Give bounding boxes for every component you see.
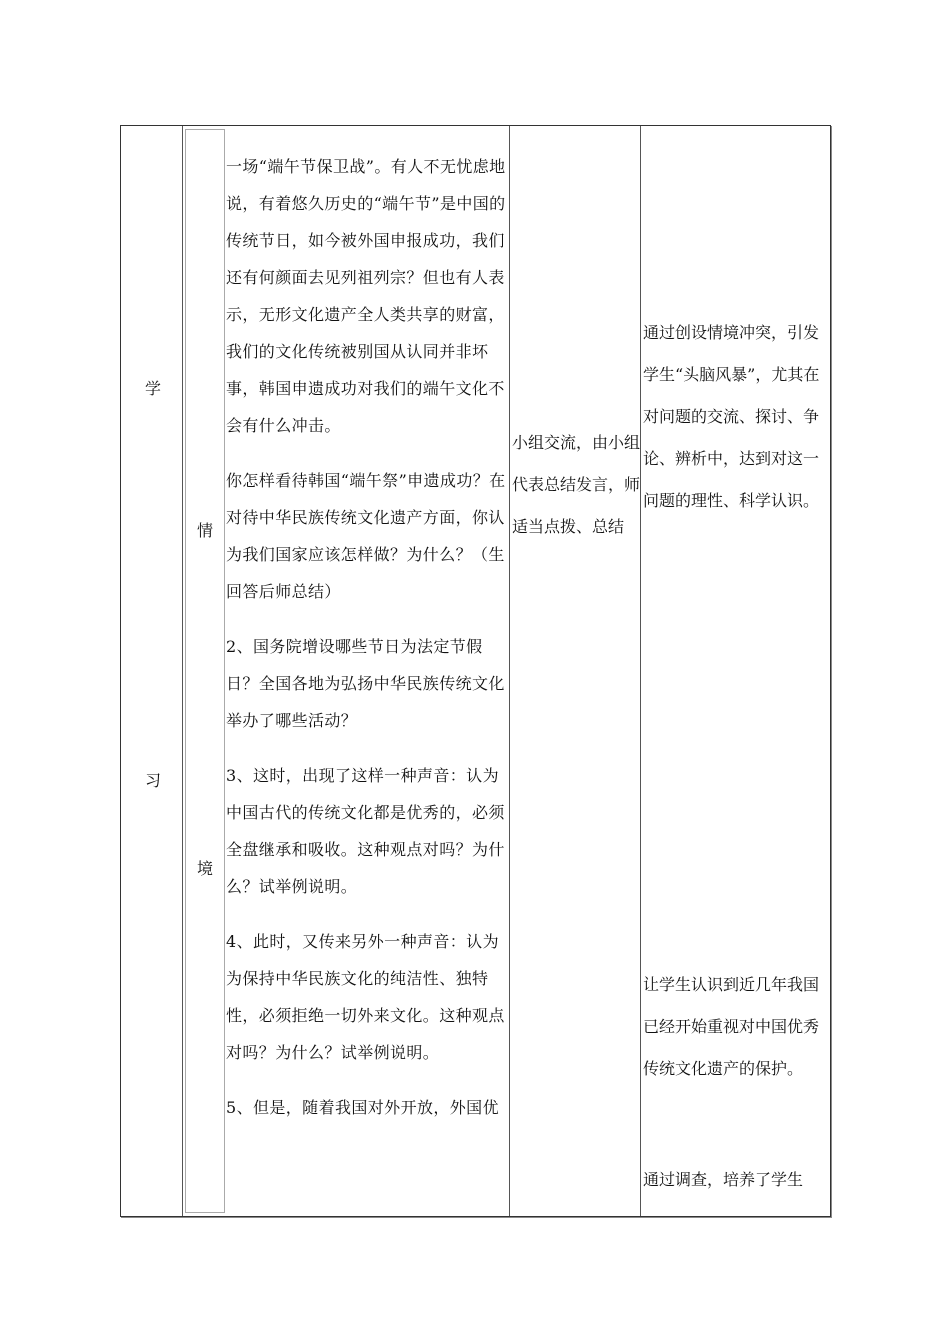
- lesson-paragraph: 2、国务院增设哪些节日为法定节假日？全国各地为弘扬中华民族传统文化举办了哪些活动？: [226, 637, 505, 730]
- intent-text: 让学生认识到近几年我国已经开始重视对中国优秀传统文化遗产的保护。: [643, 975, 820, 1078]
- activity-text: 小组交流，由小组代表总结发言，师适当点拨、总结: [512, 433, 641, 536]
- section-cell: [185, 129, 225, 1213]
- intent-block-3: [643, 1159, 829, 1201]
- column2-char-bottom: 境: [197, 859, 214, 878]
- lesson-paragraph: 5、但是，随着我国对外开放，外国优: [226, 1098, 499, 1117]
- activity-column: [512, 422, 640, 548]
- lesson-paragraph: 一场“端午节保卫战”。有人不无忧虑地说，有着悠久历史的“端午节”是中国的传统节日，如今被外国申报成功，我们还有何颜面去见列祖列宗？但也有人表示，无形文化遗产全人类共享的财富，我们的文化传统被别国从认同并非坏事，韩国申遗成功对我们的端午文化不会有什么冲击。: [226, 157, 506, 435]
- intent-text: 通过调查，培养了学生: [643, 1170, 804, 1189]
- column1-char-top: 学: [145, 379, 162, 398]
- column-divider: [509, 126, 510, 1216]
- lesson-paragraph: 你怎样看待韩国“端午祭”申遗成功？在对待中华民族传统文化遗产方面，你认为我们国家应该怎样做？为什么？（生回答后师总结）: [226, 471, 506, 601]
- lesson-paragraph: 3、这时，出现了这样一种声音：认为中国古代的传统文化都是优秀的，必须全盘继承和吸收。这种观点对吗？为什么？试举例说明。: [226, 766, 505, 896]
- intent-text: 通过创设情境冲突，引发学生“头脑风暴”，尤其在对问题的交流、探讨、争论、辨析中，达到对这一问题的理性、科学认识。: [643, 323, 820, 510]
- lesson-paragraph: 4、此时，又传来另外一种声音：认为为保持中华民族文化的纯洁性、独特性，必须拒绝一切外来文化。这种观点对吗？为什么？试举例说明。: [226, 932, 505, 1062]
- lesson-content: [226, 148, 509, 1126]
- intent-block-2: [643, 964, 829, 1090]
- column-divider: [640, 126, 641, 1216]
- intent-block-1: [643, 312, 829, 522]
- lesson-table: [120, 125, 831, 1217]
- column2-char-top: 情: [197, 521, 214, 540]
- column-divider: [182, 126, 183, 1216]
- column1-char-bottom: 习: [145, 771, 162, 790]
